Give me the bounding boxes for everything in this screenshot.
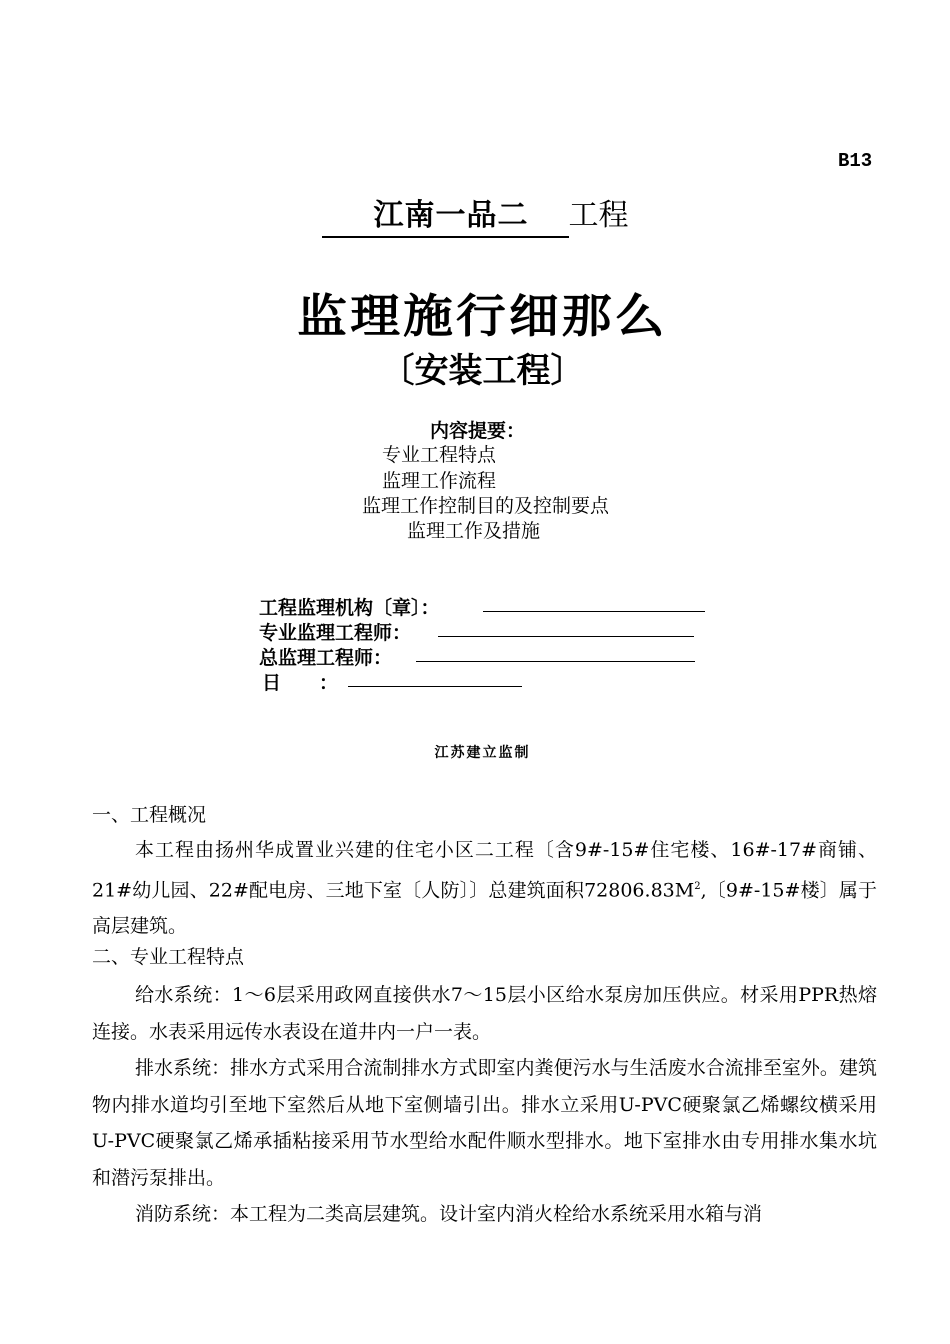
overview-paragraph: 本工程由扬州华成置业兴建的住宅小区二工程〔含9#-15#住宅楼、16#-17#商铺、21#幼儿园、22#配电房、三地下室〔人防〕〕总建筑面积$72806.83M^2$,〔9#-15#楼〕属于高层建筑。 [92,839,877,938]
signature-line-date [348,686,522,687]
contents-heading: 内容提要： [430,420,526,442]
section-heading-features: 二、专业工程特点 [92,946,245,968]
signature-label-chief: 总监理工程师： [259,647,393,669]
signature-line-agency [483,611,705,612]
signature-label-engineer: 专业监理工程师： [259,622,412,644]
signature-label-agency: 工程监理机构〔章〕： [259,597,440,619]
project-name: 江南一品二 [322,196,569,238]
contents-item: 监理工作及措施 [407,520,541,542]
drainage-paragraph: 排水系统：排水方式采用合流制排水方式即室内粪便污水与生活废水合流排至室外。建筑物内排水道均引至地下室然后从地下室侧墙引出。排水立采用U-PVC硬聚氯乙烯螺纹横采用U-PVC硬聚氯乙烯承插粘接采用节水型给水配件顺水型排水。地下室排水由专用排水集水坑和潜污泵排出。 [92,1057,877,1189]
section-heading-overview: 一、工程概况 [92,804,207,826]
signature-line-chief [416,661,695,662]
water-supply-paragraph: 给水系统：1～6层采用政网直接供水7～15层小区给水泵房加压供应。材采用PPR热熔连接。水表采用远传水表设在道井内一户一表。 [92,984,877,1043]
organization: 江苏建立监制 [434,745,531,761]
contents-item: 专业工程特点 [382,444,497,466]
project-name-line [0,196,950,238]
document-code: B13 [838,150,873,172]
document-title: 监理施行细那么 [297,289,668,343]
signature-line-engineer [438,636,694,637]
fire-paragraph: 消防系统：本工程为二类高层建筑。设计室内消火栓给水系统采用水箱与消 [135,1203,763,1225]
document-subtitle: 〔安装工程〕 [380,351,585,391]
contents-item: 监理工作控制目的及控制要点 [362,495,610,517]
signature-label-date: 日 ： [262,672,339,694]
project-suffix: 工程 [568,198,629,233]
contents-item: 监理工作流程 [382,470,497,492]
